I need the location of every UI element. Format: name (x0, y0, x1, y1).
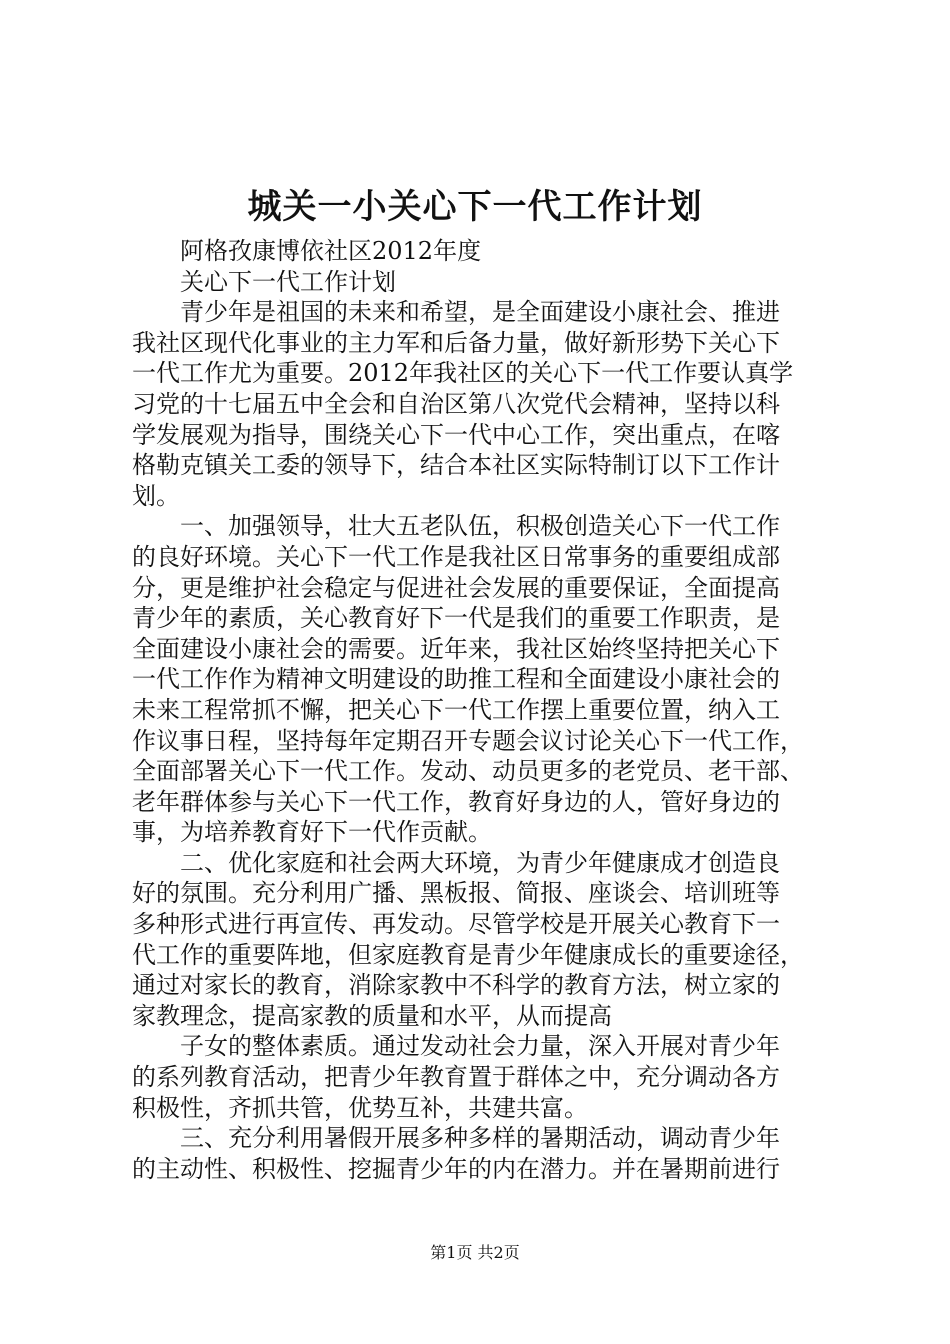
text-line: 作议事日程，坚持每年定期召开专题会议讨论关心下一代工作， (132, 726, 804, 755)
text-line: 一、加强领导，壮大五老队伍，积极创造关心下一代工作 (180, 512, 780, 541)
text-line: 家教理念，提高家教的质量和水平，从而提高 (132, 1001, 612, 1030)
text-line: 子女的整体素质。通过发动社会力量，深入开展对青少年 (180, 1032, 780, 1061)
text-line: 学发展观为指导，围绕关心下一代中心工作，突出重点，在喀 (132, 420, 780, 449)
text-line: 三、充分利用暑假开展多种多样的暑期活动，调动青少年 (180, 1124, 780, 1153)
text-line: 全面部署关心下一代工作。发动、动员更多的老党员、老干部、 (132, 757, 804, 786)
page-footer: 第1页 共2页 (430, 1243, 520, 1262)
text-line: 多种形式进行再宣传、再发动。尽管学校是开展关心教育下一 (132, 910, 780, 939)
text-line: 青少年的素质，关心教育好下一代是我们的重要工作职责，是 (132, 604, 780, 633)
text-line: 好的氛围。充分利用广播、黑板报、简报、座谈会、培训班等 (132, 879, 780, 908)
text-line: 一代工作尤为重要。2012年我社区的关心下一代工作要认真学 (132, 359, 794, 388)
text-line: 积极性，齐抓共管，优势互补，共建共富。 (132, 1093, 588, 1122)
text-line: 划。 (132, 481, 180, 510)
text-line: 的系列教育活动，把青少年教育置于群体之中，充分调动各方 (132, 1063, 780, 1092)
text-line: 的主动性、积极性、挖掘青少年的内在潜力。并在暑期前进行 (132, 1154, 780, 1183)
text-line: 一代工作作为精神文明建设的助推工程和全面建设小康社会的 (132, 665, 780, 694)
text-line: 通过对家长的教育，消除家教中不科学的教育方法，树立家的 (132, 971, 780, 1000)
text-line: 我社区现代化事业的主力军和后备力量，做好新形势下关心下 (132, 328, 780, 357)
text-line: 青少年是祖国的未来和希望，是全面建设小康社会、推进 (180, 298, 780, 327)
document-body (132, 236, 832, 1184)
text-line: 格勒克镇关工委的领导下，结合本社区实际特制订以下工作计 (132, 451, 780, 480)
text-line: 二、优化家庭和社会两大环境，为青少年健康成才创造良 (180, 848, 780, 877)
text-line: 未来工程常抓不懈，把关心下一代工作摆上重要位置，纳入工 (132, 695, 780, 724)
text-line: 关心下一代工作计划 (180, 267, 396, 296)
text-line: 事，为培养教育好下一代作贡献。 (132, 818, 492, 847)
text-line: 全面建设小康社会的需要。近年来，我社区始终坚持把关心下 (132, 634, 780, 663)
document-title: 城关一小关心下一代工作计划 (247, 187, 703, 227)
text-line: 的良好环境。关心下一代工作是我社区日常事务的重要组成部 (132, 542, 780, 571)
text-line: 习党的十七届五中全会和自治区第八次党代会精神，坚持以科 (132, 389, 780, 418)
text-line: 分，更是维护社会稳定与促进社会发展的重要保证，全面提高 (132, 573, 780, 602)
text-line: 老年群体参与关心下一代工作，教育好身边的人，管好身边的 (132, 787, 780, 816)
text-line: 代工作的重要阵地，但家庭教育是青少年健康成长的重要途径， (132, 940, 804, 969)
text-line: 阿格孜康博依社区2012年度 (180, 237, 482, 265)
